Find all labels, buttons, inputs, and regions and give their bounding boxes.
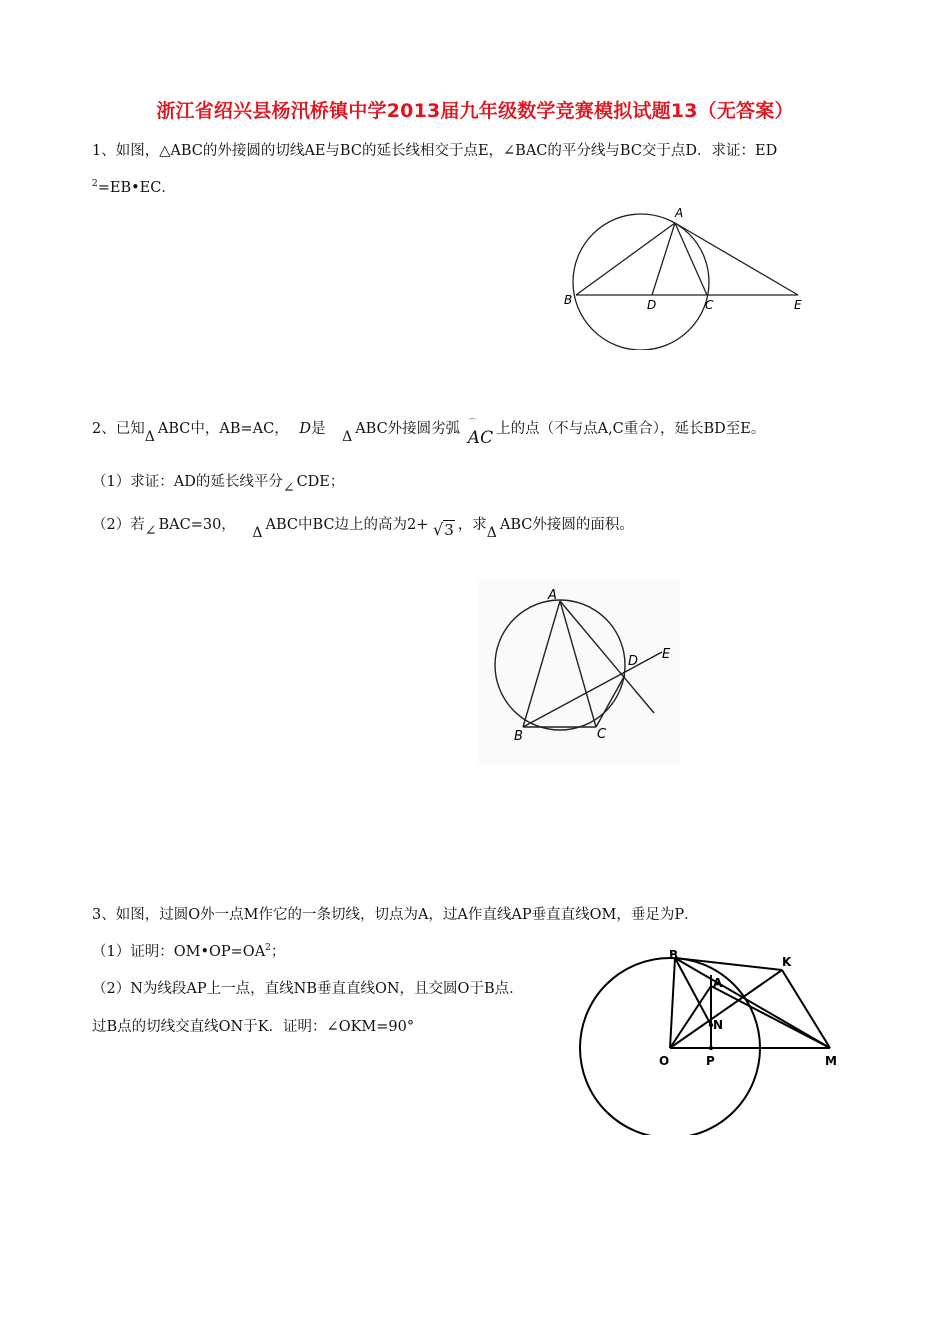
q1-line-ac: [675, 223, 707, 295]
q2-text-3: 是: [310, 421, 326, 437]
q3-line-ob: [670, 958, 675, 1048]
triangle-symbol: Δ: [486, 525, 497, 541]
q2-label-a: A: [548, 588, 557, 603]
arc-mark-icon: ⌒: [467, 419, 477, 429]
q1-label-b: B: [564, 293, 573, 307]
q2-text-5: 上的点（不与点A,C重合），延长BD至E。: [496, 421, 766, 437]
q2-text-d: D: [299, 421, 311, 437]
q1-label-a: A: [675, 206, 684, 220]
q1-line-ad: [652, 223, 675, 295]
q1-line2-text: =EB•EC．: [97, 180, 176, 196]
q2-sub1: [92, 472, 345, 496]
q3-line4: 过B点的切线交直线ON于K．证明：∠OKM=90°: [92, 1019, 415, 1035]
q3-label-a: A: [713, 976, 723, 990]
page-title: 浙江省绍兴县杨汛桥镇中学2013届九年级数学竞赛模拟试题13（无答案）: [156, 100, 794, 122]
triangle-symbol: Δ: [252, 525, 263, 541]
arc-ac: [467, 419, 494, 448]
q3-line2: [92, 942, 285, 964]
q1-figure: [555, 200, 815, 350]
q2-sub2-text-4: ，求: [457, 517, 487, 533]
q3-label-n: N: [713, 1018, 724, 1032]
q3-label-o: O: [659, 1054, 670, 1068]
q2-line1: [92, 418, 766, 448]
q3-line-oa: [670, 986, 711, 1048]
q2-figure: [478, 580, 680, 764]
q2-sub2-text-5: ABC外接圆的面积。: [499, 517, 634, 533]
q2-text-2: ABC中，AB=AC，: [157, 421, 289, 437]
q3-label-b: B: [669, 948, 679, 962]
sqrt-value: 3: [444, 521, 454, 539]
q1-line1: 1、如图，△ABC的外接圆的切线AE与BC的延长线相交于点E，∠BAC的平分线与BC交于点D．求证：ED: [92, 143, 778, 159]
q3-point-p: [709, 1046, 713, 1050]
q1-line-ae: [675, 223, 798, 295]
q2-sub2-text-3: ABC中BC边上的高为2+: [265, 517, 429, 533]
angle-symbol: ∠: [144, 523, 157, 539]
q2-label-c: C: [597, 727, 607, 742]
q1-line2: [92, 178, 176, 200]
arc-label: AC: [467, 428, 494, 448]
q1-label-e: E: [794, 298, 802, 312]
q1-line-ab: [576, 223, 675, 295]
q3-line2-end: ；: [270, 944, 286, 960]
radical-icon: √: [433, 520, 444, 539]
q2-text-4: ABC外接圆劣弧: [355, 421, 461, 437]
q2-sub1-text: （1）求证：AD的延长线平分: [92, 474, 283, 490]
q3-figure: [575, 945, 855, 1135]
q3-line3: （2）N为线段AP上一点，直线NB垂直直线ON，且交圆O于B点．: [92, 981, 524, 997]
q3-line1: 3、如图，过圆O外一点M作它的一条切线，切点为A，过A作直线AP垂直直线OM，垂足为P．: [92, 907, 699, 923]
q2-text-1: 2、已知: [92, 421, 145, 437]
q3-label-k: K: [782, 955, 792, 969]
q3-label-p: P: [706, 1054, 715, 1068]
q1-superscript: 2: [92, 179, 98, 189]
q1-label-c: C: [705, 298, 714, 312]
q2-sub2-text-2: BAC=30，: [158, 517, 236, 533]
q1-label-d: D: [647, 298, 657, 312]
q2-sub2: [92, 514, 634, 541]
q3-label-m: M: [825, 1054, 837, 1068]
q2-label-b: B: [514, 729, 523, 744]
q2-sub2-text-1: （2）若: [92, 517, 145, 533]
sqrt-3: [433, 520, 455, 540]
triangle-symbol: Δ: [342, 429, 353, 445]
q2-label-e: E: [662, 647, 671, 662]
q3-line2-text: （1）证明：OM•OP=OA: [92, 944, 266, 960]
triangle-symbol: Δ: [144, 429, 155, 445]
angle-symbol: ∠: [282, 480, 295, 496]
q2-figure-background: [478, 580, 680, 764]
q3-superscript: 2: [265, 943, 271, 953]
q2-sub1-text-2: CDE；: [296, 474, 345, 490]
q2-label-d: D: [628, 654, 639, 669]
